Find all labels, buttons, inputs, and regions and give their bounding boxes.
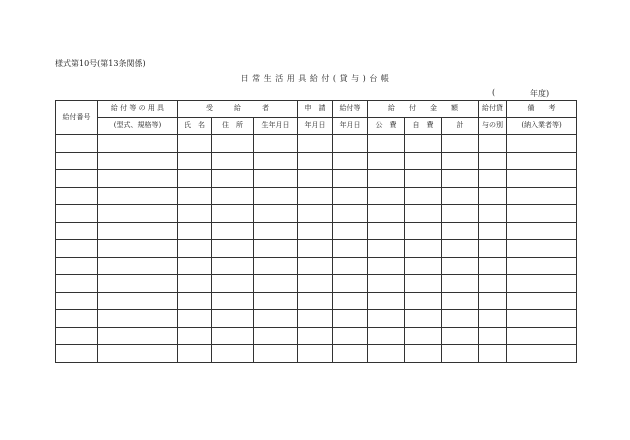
header-kingaku: 給 付 金 額 <box>368 101 479 118</box>
table-cell <box>178 135 212 153</box>
table-cell <box>178 240 212 258</box>
table-cell <box>298 345 333 363</box>
table-cell <box>405 257 442 275</box>
table-cell <box>442 292 479 310</box>
table-cell <box>254 152 298 170</box>
header-kyufu-bango: 給付番号 <box>56 101 98 135</box>
table-cell <box>368 205 405 223</box>
table-cell <box>98 187 178 205</box>
table-cell <box>442 257 479 275</box>
table-cell <box>479 222 507 240</box>
table-cell <box>442 240 479 258</box>
table-cell <box>479 292 507 310</box>
table-cell <box>405 187 442 205</box>
table-cell <box>479 310 507 328</box>
table-cell <box>368 292 405 310</box>
table-cell <box>178 170 212 188</box>
table-cell <box>212 152 254 170</box>
table-cell <box>298 205 333 223</box>
table-cell <box>479 187 507 205</box>
table-cell <box>56 327 98 345</box>
table-cell <box>298 275 333 293</box>
table-cell <box>56 205 98 223</box>
table-cell <box>442 205 479 223</box>
header-yogu-sub: (型式、規格等) <box>98 118 178 135</box>
table-cell <box>212 187 254 205</box>
table-cell <box>212 310 254 328</box>
table-cell <box>298 310 333 328</box>
table-cell <box>442 345 479 363</box>
table-cell <box>178 152 212 170</box>
table-cell <box>98 205 178 223</box>
table-cell <box>98 135 178 153</box>
table-cell <box>405 240 442 258</box>
table-cell <box>254 187 298 205</box>
table-row <box>56 310 577 328</box>
header-row-2 <box>56 118 577 135</box>
table-cell <box>98 292 178 310</box>
table-cell <box>368 275 405 293</box>
table-cell <box>479 135 507 153</box>
table-cell <box>254 170 298 188</box>
table-cell <box>405 327 442 345</box>
table-cell <box>507 292 577 310</box>
table-cell <box>333 170 368 188</box>
header-kyufu-to-date: 年月日 <box>333 118 368 135</box>
table-cell <box>298 135 333 153</box>
table-cell <box>405 292 442 310</box>
table-cell <box>178 275 212 293</box>
table-row <box>56 170 577 188</box>
table-cell <box>507 345 577 363</box>
table-cell <box>507 257 577 275</box>
table-cell <box>368 257 405 275</box>
table-cell <box>368 327 405 345</box>
table-cell <box>56 135 98 153</box>
table-row <box>56 135 577 153</box>
table-cell <box>442 187 479 205</box>
table-cell <box>212 205 254 223</box>
table-cell <box>442 310 479 328</box>
table-cell <box>333 310 368 328</box>
table-cell <box>368 135 405 153</box>
table-cell <box>405 152 442 170</box>
table-cell <box>479 327 507 345</box>
table-cell <box>442 170 479 188</box>
table-cell <box>178 205 212 223</box>
table-cell <box>56 170 98 188</box>
table-cell <box>442 275 479 293</box>
table-cell <box>507 135 577 153</box>
table-cell <box>405 345 442 363</box>
header-seinengappi: 生年月日 <box>254 118 298 135</box>
table-cell <box>178 257 212 275</box>
table-cell <box>254 275 298 293</box>
table-cell <box>368 187 405 205</box>
table-cell <box>405 222 442 240</box>
header-jusho: 住 所 <box>212 118 254 135</box>
table-row <box>56 187 577 205</box>
table-cell <box>254 205 298 223</box>
table-cell <box>212 222 254 240</box>
table-cell <box>212 327 254 345</box>
table-cell <box>298 222 333 240</box>
table-cell <box>178 345 212 363</box>
table-cell <box>368 152 405 170</box>
table-cell <box>56 292 98 310</box>
table-cell <box>479 205 507 223</box>
header-yogu: 給 付 等 の 用 具 <box>98 101 178 118</box>
table-cell <box>178 310 212 328</box>
table-cell <box>178 222 212 240</box>
table-cell <box>178 187 212 205</box>
table-cell <box>442 135 479 153</box>
form-number: 様式第10号(第13条関係) <box>55 59 146 68</box>
table-cell <box>298 187 333 205</box>
table-cell <box>333 292 368 310</box>
header-taiyo: 給付貸 <box>479 101 507 118</box>
table-cell <box>368 310 405 328</box>
table-cell <box>56 275 98 293</box>
table-cell <box>507 205 577 223</box>
table-cell <box>479 257 507 275</box>
table-cell <box>405 310 442 328</box>
table-cell <box>254 240 298 258</box>
table-cell <box>56 187 98 205</box>
table-cell <box>298 327 333 345</box>
table-cell <box>212 257 254 275</box>
table-cell <box>507 187 577 205</box>
table-cell <box>98 310 178 328</box>
table-cell <box>333 205 368 223</box>
table-cell <box>254 292 298 310</box>
table-row <box>56 222 577 240</box>
table-cell <box>507 275 577 293</box>
table-cell <box>507 170 577 188</box>
header-shimei: 氏 名 <box>178 118 212 135</box>
table-cell <box>333 257 368 275</box>
header-shinsei-date: 年月日 <box>298 118 333 135</box>
table-cell <box>507 222 577 240</box>
table-cell <box>56 345 98 363</box>
table-cell <box>368 222 405 240</box>
table-cell <box>212 240 254 258</box>
header-biko: 備 考 <box>507 101 577 118</box>
table-cell <box>254 327 298 345</box>
table-cell <box>178 292 212 310</box>
table-row <box>56 257 577 275</box>
table-row <box>56 345 577 363</box>
header-taiyo-sub: 与の別 <box>479 118 507 135</box>
table-cell <box>98 240 178 258</box>
table-cell <box>333 135 368 153</box>
table-cell <box>56 257 98 275</box>
table-cell <box>298 257 333 275</box>
table-cell <box>507 152 577 170</box>
table-cell <box>56 152 98 170</box>
table-cell <box>98 345 178 363</box>
table-cell <box>254 310 298 328</box>
table-cell <box>368 345 405 363</box>
table-cell <box>212 170 254 188</box>
table-cell <box>405 205 442 223</box>
table-cell <box>298 170 333 188</box>
table-row <box>56 292 577 310</box>
table-cell <box>98 170 178 188</box>
table-cell <box>56 222 98 240</box>
table-cell <box>333 222 368 240</box>
header-jihi: 自 費 <box>405 118 442 135</box>
table-cell <box>212 345 254 363</box>
table-cell <box>98 152 178 170</box>
table-cell <box>333 240 368 258</box>
table-cell <box>479 345 507 363</box>
table-cell <box>405 275 442 293</box>
table-cell <box>98 222 178 240</box>
table-row <box>56 327 577 345</box>
table-cell <box>479 275 507 293</box>
table-cell <box>254 222 298 240</box>
table-cell <box>333 345 368 363</box>
table-cell <box>507 310 577 328</box>
table-cell <box>212 135 254 153</box>
table-cell <box>479 152 507 170</box>
table-cell <box>333 152 368 170</box>
table-cell <box>405 170 442 188</box>
table-cell <box>479 170 507 188</box>
ledger-title: 日 常 生 活 用 具 給 付 ( 貸 与 ) 台 帳 <box>240 74 390 83</box>
table-cell <box>254 345 298 363</box>
table-cell <box>98 327 178 345</box>
table-cell <box>333 327 368 345</box>
table-row <box>56 152 577 170</box>
table-cell <box>405 135 442 153</box>
table-cell <box>442 152 479 170</box>
header-kyufu-to: 給付等 <box>333 101 368 118</box>
table-cell <box>442 222 479 240</box>
year-open-paren: ( <box>492 88 496 97</box>
table-cell <box>442 327 479 345</box>
header-jukyusha: 受 給 者 <box>178 101 298 118</box>
table-cell <box>298 152 333 170</box>
table-cell <box>507 327 577 345</box>
table-cell <box>254 257 298 275</box>
header-kohi: 公 費 <box>368 118 405 135</box>
header-shinsei: 申 請 <box>298 101 333 118</box>
table-row <box>56 240 577 258</box>
table-cell <box>333 187 368 205</box>
table-cell <box>368 240 405 258</box>
table-cell <box>368 170 405 188</box>
table-cell <box>212 292 254 310</box>
header-kei: 計 <box>442 118 479 135</box>
table-cell <box>507 240 577 258</box>
ledger-table <box>55 100 577 363</box>
table-cell <box>98 275 178 293</box>
table-row <box>56 205 577 223</box>
table-cell <box>56 310 98 328</box>
table-cell <box>178 327 212 345</box>
table-cell <box>254 135 298 153</box>
year-label: 年度) <box>530 89 550 98</box>
table-row <box>56 275 577 293</box>
table-cell <box>298 240 333 258</box>
table-cell <box>298 292 333 310</box>
table-cell <box>333 275 368 293</box>
table-cell <box>98 257 178 275</box>
table-cell <box>212 275 254 293</box>
table-cell <box>56 240 98 258</box>
table-cell <box>479 240 507 258</box>
header-row-1 <box>56 101 577 118</box>
header-biko-sub: (納入業者等) <box>507 118 577 135</box>
